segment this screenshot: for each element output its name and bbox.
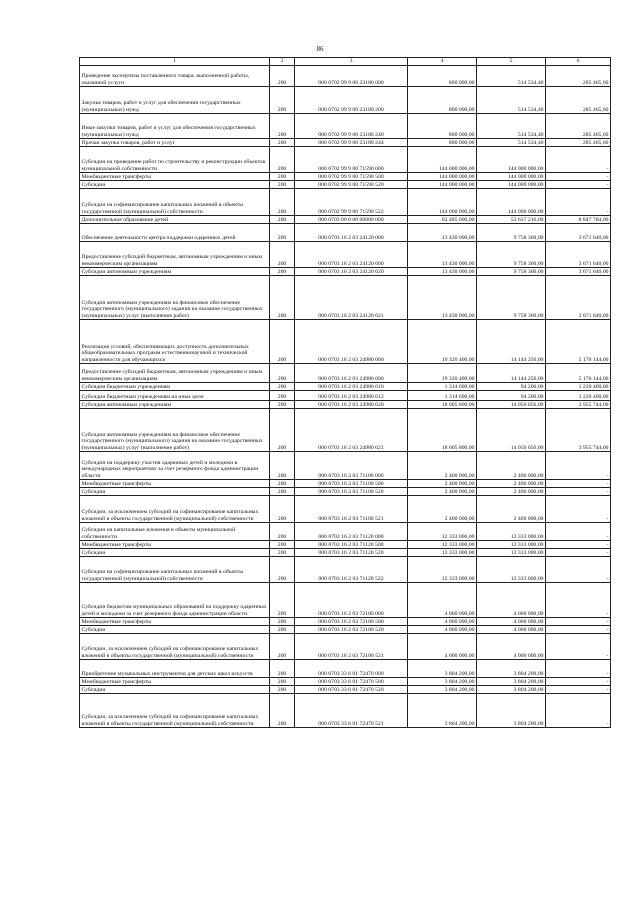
item-budget-code: 000 0702 99 9 00 23180 240 [295,114,408,139]
table-row [80,401,611,409]
item-budget-code: 000 0703 16 2 03 24120 620 [295,268,408,276]
item-approved-amount: 4 000 000,00 [408,634,477,660]
item-budget-code: 000 0703 16 2 03 71100 521 [295,496,408,523]
item-executed-amount: 4 000 000,00 [477,583,546,618]
table-row [80,496,611,523]
item-approved-amount: 144 000 000,00 [408,173,477,181]
item-approved-amount: 800 000,00 [408,114,477,139]
item-line-code: 200 [270,583,295,618]
item-executed-amount: 9 758 360,00 [477,242,546,268]
item-line-code: 200 [270,694,295,728]
item-name: Межбюджетные трансферты [80,678,270,686]
table-row [80,391,611,401]
item-line-code: 200 [270,618,295,626]
item-budget-code: 000 0703 16 2 03 24980 600 [295,364,408,383]
item-name: Субсидии [80,626,270,634]
item-line-code: 200 [270,364,295,383]
item-name: Межбюджетные трансферты [80,541,270,549]
item-approved-amount: 144 000 000,00 [408,189,477,216]
column-header: 3 [295,58,408,66]
item-line-code: 200 [270,634,295,660]
table-row [80,320,611,364]
item-name: Субсидии на софинансирование капитальных вложений в объекты государственной (муниципальной) собственности [80,189,270,216]
item-approved-amount: 800 000,00 [408,87,477,114]
item-budget-code: 000 0702 99 9 00 71590 500 [295,173,408,181]
item-line-code: 200 [270,541,295,549]
item-unexecuted-amount: - [546,523,611,541]
item-unexecuted-amount: 1 220 400,00 [546,391,611,401]
item-executed-amount: 2 400 000,00 [477,480,546,488]
table-row [80,686,611,694]
item-executed-amount: 144 000 000,00 [477,147,546,173]
item-line-code: 200 [270,686,295,694]
item-name: Субсидии автономным учреждениям [80,401,270,409]
table-row [80,694,611,728]
item-approved-amount: 800 000,00 [408,66,477,87]
item-executed-amount: 12 333 000,00 [477,541,546,549]
item-executed-amount: 514 534,40 [477,114,546,139]
item-approved-amount: 144 000 000,00 [408,147,477,173]
item-name: Субсидии автономным учреждениям на финансовое обеспечение государственного (муниципального) задания на оказание государственных (муниципальных) услуг (выполнение работ) [80,276,270,320]
item-line-code: 200 [270,268,295,276]
item-executed-amount: 4 000 000,00 [477,634,546,660]
item-name: Субсидии на капитальные вложения в объекты муниципальной собственности [80,523,270,541]
item-unexecuted-amount: - [546,660,611,678]
item-approved-amount: 13 430 000,00 [408,242,477,268]
item-executed-amount: 2 400 000,00 [477,488,546,496]
item-unexecuted-amount: 285 465,60 [546,114,611,139]
item-unexecuted-amount: 285 465,60 [546,139,611,147]
item-line-code: 200 [270,480,295,488]
table-row [80,549,611,557]
table-row [80,139,611,147]
table-row [80,583,611,618]
item-line-code: 200 [270,678,295,686]
item-budget-code: 000 0703 16 2 03 72100 000 [295,583,408,618]
item-budget-code: 000 0702 99 9 00 71590 000 [295,147,408,173]
item-budget-code: 000 0703 16 2 03 71120 000 [295,523,408,541]
item-name: Межбюджетные трансферты [80,618,270,626]
item-budget-code: 000 0703 16 2 03 24980 621 [295,409,408,452]
item-line-code: 200 [270,488,295,496]
item-name: Межбюджетные трансферты [80,480,270,488]
item-executed-amount: 4 000 000,00 [477,618,546,626]
item-approved-amount: 18 005 800,00 [408,409,477,452]
item-line-code: 200 [270,626,295,634]
table-row [80,409,611,452]
table-row [80,480,611,488]
item-executed-amount: 12 333 000,00 [477,523,546,541]
column-header: 6 [546,58,611,66]
column-header: 5 [477,58,546,66]
item-line-code: 200 [270,523,295,541]
table-row [80,181,611,189]
item-line-code: 200 [270,173,295,181]
item-approved-amount: 2 400 000,00 [408,488,477,496]
item-unexecuted-amount: - [546,181,611,189]
item-executed-amount: 94 200,00 [477,391,546,401]
item-approved-amount: 3 804 200,00 [408,694,477,728]
item-name: Субсидии, за исключением субсидий на софинансирование капитальных вложений в объекты государственной (муниципальной) собственности [80,634,270,660]
item-line-code: 200 [270,557,295,583]
item-approved-amount: 12 333 000,00 [408,557,477,583]
item-name: Субсидии на проведение работ по строительству и реконструкции объектов муниципальной собственности [80,147,270,173]
item-name: Субсидии [80,549,270,557]
item-budget-code: 000 0703 16 2 03 71100 000 [295,452,408,480]
item-budget-code: 000 0703 33 6 01 72470 520 [295,686,408,694]
item-executed-amount: 514 534,40 [477,87,546,114]
item-name: Субсидии автономным учреждениям на финансовое обеспечение государственного (муниципального) задания на оказание государственных (муниципальных) услуг (выполнение работ) [80,409,270,452]
table-row [80,224,611,242]
table-row [80,173,611,181]
table-row [80,488,611,496]
item-unexecuted-amount: 3 671 640,00 [546,276,611,320]
item-budget-code: 000 0703 16 2 03 72100 520 [295,626,408,634]
item-budget-code: 000 0703 16 2 03 24120 600 [295,242,408,268]
item-budget-code: 000 0702 99 9 00 71590 522 [295,189,408,216]
table-row [80,147,611,173]
item-name: Предоставление субсидий бюджетным, автономным учреждениям и иным некоммерческим организациям [80,364,270,383]
item-name: Субсидии бюджетным учреждениям [80,383,270,391]
item-budget-code: 000 0702 99 9 00 23180 244 [295,139,408,147]
item-budget-code: 000 0703 16 2 03 71100 520 [295,488,408,496]
item-executed-amount: 12 333 000,00 [477,549,546,557]
item-budget-code: 000 0702 99 9 00 71590 520 [295,181,408,189]
item-unexecuted-amount: - [546,634,611,660]
item-approved-amount: 800 000,00 [408,139,477,147]
item-name: Субсидии, за исключением субсидий на софинансирование капитальных вложений в объекты государственной (муниципальной) собственности [80,694,270,728]
item-approved-amount: 62 485 000,00 [408,216,477,224]
item-name: Субсидии [80,181,270,189]
item-line-code: 200 [270,549,295,557]
item-budget-code: 000 0703 16 2 03 24980 620 [295,401,408,409]
table-row [80,678,611,686]
item-line-code: 200 [270,320,295,364]
item-unexecuted-amount: - [546,549,611,557]
item-executed-amount: 3 804 200,00 [477,694,546,728]
item-budget-code: 000 0703 16 2 03 71120 520 [295,549,408,557]
item-line-code: 200 [270,383,295,391]
item-executed-amount: 14 050 056,00 [477,409,546,452]
item-line-code: 200 [270,147,295,173]
item-line-code: 200 [270,242,295,268]
item-unexecuted-amount: - [546,173,611,181]
item-unexecuted-amount: - [546,480,611,488]
table-row [80,276,611,320]
item-unexecuted-amount: - [546,583,611,618]
item-executed-amount: 14 144 256,00 [477,364,546,383]
item-approved-amount: 3 804 200,00 [408,678,477,686]
item-executed-amount: 94 200,00 [477,383,546,391]
item-name: Субсидии автономным учреждениям [80,268,270,276]
item-approved-amount: 1 314 600,00 [408,383,477,391]
item-approved-amount: 4 000 000,00 [408,618,477,626]
table-body [80,66,611,728]
item-line-code: 200 [270,181,295,189]
table-row [80,364,611,383]
item-approved-amount: 13 430 000,00 [408,276,477,320]
item-unexecuted-amount: - [546,618,611,626]
item-unexecuted-amount: - [546,626,611,634]
item-executed-amount: 3 804 200,00 [477,660,546,678]
item-approved-amount: 4 000 000,00 [408,583,477,618]
item-name: Субсидии, за исключением субсидий на софинансирование капитальных вложений в объекты государственной (муниципальной) собственности [80,496,270,523]
table-row [80,87,611,114]
item-name: Реализация условий, обеспечивающих доступность дополнительных общеобразовательных программ естественнонаучной и технической направленности для обучающихся [80,320,270,364]
item-name: Прочая закупка товаров, работ и услуг [80,139,270,147]
item-approved-amount: 2 400 000,00 [408,452,477,480]
column-header: 4 [408,58,477,66]
item-budget-code: 000 0702 99 9 00 23180 000 [295,66,408,87]
item-line-code: 200 [270,401,295,409]
table-row [80,242,611,268]
item-unexecuted-amount: - [546,189,611,216]
column-header: 2 [270,58,295,66]
column-header: 1 [80,58,270,66]
item-line-code: 200 [270,189,295,216]
table-row [80,189,611,216]
table-row [80,523,611,541]
item-line-code: 200 [270,452,295,480]
table-row [80,383,611,391]
column-number-header [80,58,611,66]
item-name: Субсидии бюджетам муниципальных образований на поддержку одаренных детей и молодежи за счет резервного фонда администрации области [80,583,270,618]
page-number: 86 [316,45,324,53]
item-executed-amount: 53 637 216,00 [477,216,546,224]
item-budget-code: 000 0703 33 6 01 72470 500 [295,678,408,686]
item-approved-amount: 13 430 000,00 [408,268,477,276]
item-name: Субсидии бюджетным учреждениям на иные цели [80,391,270,401]
item-line-code: 200 [270,114,295,139]
item-unexecuted-amount: - [546,678,611,686]
item-name: Субсидии на софинансирование капитальных вложений в объекты государственной (муниципальной) собственности [80,557,270,583]
item-unexecuted-amount: 3 955 744,00 [546,409,611,452]
item-executed-amount: 144 000 000,00 [477,173,546,181]
item-approved-amount: 12 333 000,00 [408,523,477,541]
item-unexecuted-amount: 5 176 144,00 [546,320,611,364]
item-unexecuted-amount: 5 176 144,00 [546,364,611,383]
item-name: Субсидии [80,686,270,694]
item-unexecuted-amount: 3 955 744,00 [546,401,611,409]
item-executed-amount: 3 804 200,00 [477,686,546,694]
item-name: Проведение экспертизы поставленного товара, выполненной работы, оказанной услуги [80,66,270,87]
item-line-code: 200 [270,216,295,224]
item-approved-amount: 18 005 800,00 [408,401,477,409]
item-executed-amount: 12 333 000,00 [477,557,546,583]
item-line-code: 200 [270,66,295,87]
item-executed-amount: 514 534,40 [477,139,546,147]
item-name: Приобретение музыкальных инструментов для детских школ искусств [80,660,270,678]
item-budget-code: 000 0703 16 2 03 24980 612 [295,391,408,401]
item-budget-code: 000 0703 16 2 03 72100 500 [295,618,408,626]
item-line-code: 200 [270,224,295,242]
item-executed-amount: 144 000 000,00 [477,189,546,216]
item-line-code: 200 [270,660,295,678]
item-unexecuted-amount: - [546,147,611,173]
item-unexecuted-amount: - [546,694,611,728]
table-row [80,660,611,678]
item-approved-amount: 12 333 000,00 [408,541,477,549]
item-approved-amount: 13 430 000,00 [408,224,477,242]
item-approved-amount: 4 000 000,00 [408,626,477,634]
item-approved-amount: 1 314 600,00 [408,391,477,401]
item-unexecuted-amount: 1 220 400,00 [546,383,611,391]
item-approved-amount: 144 000 000,00 [408,181,477,189]
item-approved-amount: 3 804 200,00 [408,686,477,694]
item-unexecuted-amount: 8 847 784,00 [546,216,611,224]
item-name: Закупка товаров, работ и услуг для обеспечения государственных (муниципальных) нужд [80,87,270,114]
item-executed-amount: 3 804 200,00 [477,678,546,686]
item-unexecuted-amount: 3 671 640,00 [546,268,611,276]
table-row [80,541,611,549]
table-row [80,268,611,276]
item-line-code: 200 [270,496,295,523]
item-budget-code: 000 0703 16 2 03 24980 610 [295,383,408,391]
item-approved-amount: 12 333 000,00 [408,549,477,557]
item-budget-code: 000 0703 33 6 01 72470 000 [295,660,408,678]
item-budget-code: 000 0703 16 2 03 72100 521 [295,634,408,660]
table-row [80,452,611,480]
table-row [80,618,611,626]
table-row [80,114,611,139]
item-line-code: 200 [270,139,295,147]
item-executed-amount: 9 758 360,00 [477,276,546,320]
item-budget-code: 000 0703 16 2 03 71120 522 [295,557,408,583]
item-name: Субсидии [80,488,270,496]
item-approved-amount: 19 320 400,00 [408,320,477,364]
item-approved-amount: 2 400 000,00 [408,480,477,488]
item-approved-amount: 19 320 400,00 [408,364,477,383]
item-unexecuted-amount: - [546,496,611,523]
item-name: Дополнительное образование детей [80,216,270,224]
item-executed-amount: 144 000 000,00 [477,181,546,189]
item-executed-amount: 14 050 056,00 [477,401,546,409]
item-unexecuted-amount: - [546,541,611,549]
item-budget-code: 000 0703 16 2 03 71120 500 [295,541,408,549]
item-budget-code: 000 0702 99 9 00 23180 200 [295,87,408,114]
item-name: Предоставление субсидий бюджетным, автономным учреждениям и иным некоммерческим организациям [80,242,270,268]
item-unexecuted-amount: - [546,488,611,496]
table-row [80,216,611,224]
item-line-code: 200 [270,276,295,320]
item-name: Межбюджетные трансферты [80,173,270,181]
item-line-code: 200 [270,87,295,114]
item-unexecuted-amount: - [546,557,611,583]
item-executed-amount: 4 000 000,00 [477,626,546,634]
item-approved-amount: 3 804 200,00 [408,660,477,678]
item-budget-code: 000 0703 33 6 01 72470 521 [295,694,408,728]
item-budget-code: 000 0703 16 2 03 24980 000 [295,320,408,364]
item-line-code: 200 [270,391,295,401]
item-executed-amount: 514 534,40 [477,66,546,87]
item-unexecuted-amount: 3 671 640,00 [546,224,611,242]
item-budget-code: 000 0703 16 2 03 24120 621 [295,276,408,320]
item-unexecuted-amount: 285 465,60 [546,87,611,114]
item-executed-amount: 2 400 000,00 [477,496,546,523]
item-name: Обеспечение деятельности центра поддержки одаренных детей [80,224,270,242]
item-name: Иные закупки товаров, работ и услуг для обеспечения государственных (муниципальных) нужд [80,114,270,139]
budget-execution-table [79,57,611,728]
item-budget-code: 000 0703 16 2 03 24120 000 [295,224,408,242]
item-budget-code: 000 0703 00 0 00 00000 000 [295,216,408,224]
item-unexecuted-amount: 3 671 640,00 [546,242,611,268]
item-executed-amount: 2 400 000,00 [477,452,546,480]
item-budget-code: 000 0703 16 2 03 71100 500 [295,480,408,488]
item-unexecuted-amount: - [546,686,611,694]
table-row [80,634,611,660]
item-executed-amount: 14 144 256,00 [477,320,546,364]
table-row [80,66,611,87]
item-approved-amount: 2 400 000,00 [408,496,477,523]
table-row [80,626,611,634]
item-unexecuted-amount: 285 465,60 [546,66,611,87]
item-line-code: 200 [270,409,295,452]
item-name: Субсидии на поддержку участия одаренных детей и молодежи в международных мероприятиях за счет резервного фонда администрации области [80,452,270,480]
item-unexecuted-amount: - [546,452,611,480]
item-executed-amount: 9 758 360,00 [477,268,546,276]
item-executed-amount: 9 758 360,00 [477,224,546,242]
table-row [80,557,611,583]
